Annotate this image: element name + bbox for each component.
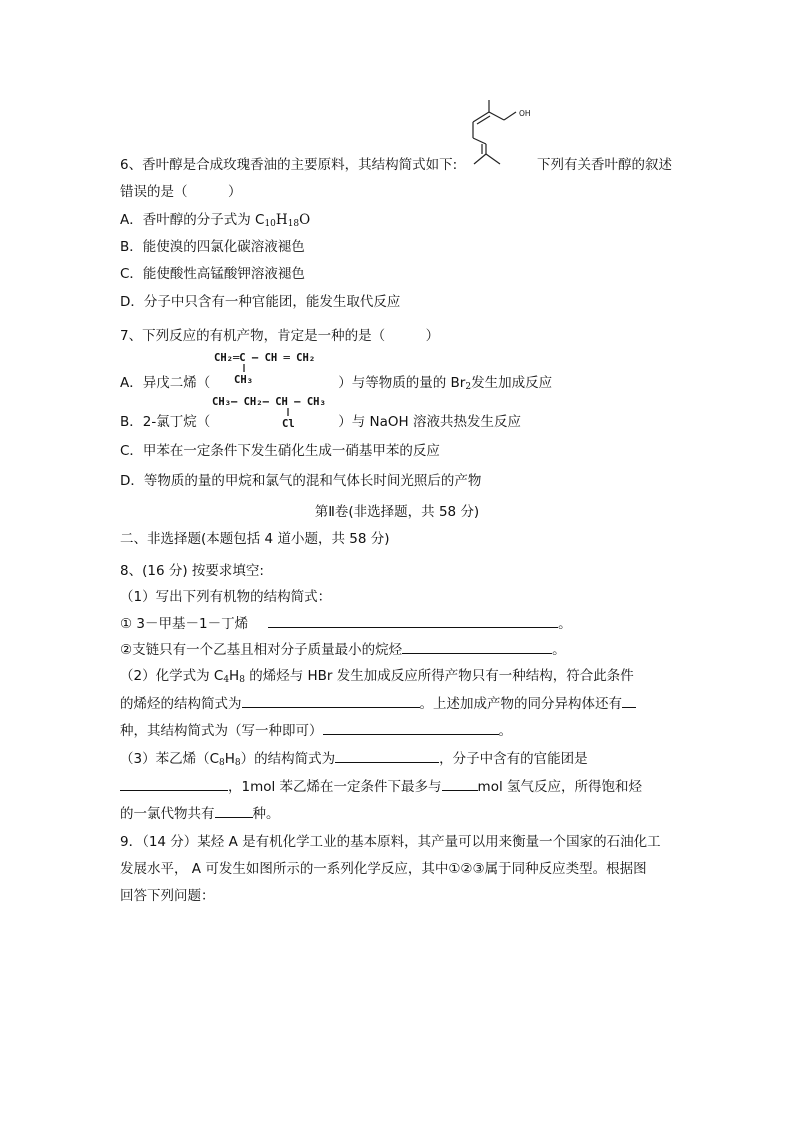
q8-part2-line3: 种，其结构简式为（写一种即可） 。 — [120, 720, 512, 741]
q8-part3-line1: （3）苯乙烯$(C_8H_8)$的结构简式为 ，分子中含有的官能团是 — [120, 748, 588, 769]
chlorobutane-top: CH₃— CH₂— CH — CH₃ — [212, 396, 326, 408]
chlorobutane-bottom: Cl — [282, 418, 295, 430]
q7-option-d: D．等物质的量的甲烷和氯气的混和气体长时间光照后的产物 — [120, 473, 482, 489]
q8-part1a: ① 3－甲基－1－丁烯 。 — [120, 613, 572, 634]
geraniol-structure — [462, 92, 542, 172]
q6-stem: 6、香叶醇是合成玫瑰香油的主要原料，其结构简式如下: — [120, 157, 458, 173]
section-subtitle: 二、非选择题(本题包括 4 道小题，共 58 分) — [120, 531, 390, 547]
q6-option-b: B．能使溴的四氯化碳溶液褪色 — [120, 239, 305, 255]
answer-blank[interactable] — [335, 748, 439, 763]
q8-part1: （1）写出下列有机物的结构简式： — [120, 589, 332, 605]
q8-part2-line1: （2）化学式为 $C_4H_8$ 的烯烃与 HBr 发生加成反应所得产物只有一种结构，符合此条件 — [120, 668, 634, 685]
section-title: 第Ⅱ卷(非选择题，共 58 分) — [314, 504, 480, 520]
q7-stem: 7、下列反应的有机产物，肯定是一种的是（ ） — [120, 328, 440, 344]
oh-label: OH — [519, 109, 531, 118]
q6-option-a: A．香叶醇的分子式为 $C_{10}H_{18}O$ — [120, 212, 311, 229]
answer-blank[interactable] — [120, 776, 228, 791]
q7-option-c: C．甲苯在一定条件下发生硝化生成一硝基甲苯的反应 — [120, 443, 440, 459]
q6-stem-line2: 错误的是（ ） — [120, 184, 242, 200]
q8-stem: 8、(16 分) 按要求填空: — [120, 563, 264, 579]
answer-blank[interactable] — [323, 720, 499, 735]
q8-part1b: ②支链只有一个乙基且相对分子质量最小的烷烃 。 — [120, 639, 566, 660]
answer-blank[interactable] — [215, 803, 253, 818]
answer-blank[interactable] — [622, 693, 636, 708]
q8-part3-line2: ，1mol 苯乙烯在一定条件下最多与 mol 氢气反应，所得饱和烃 — [120, 776, 642, 797]
answer-blank[interactable] — [402, 639, 552, 654]
q9-line2: 发展水平， A 可发生如图所示的一系列化学反应，其中①②③属于同种反应类型。根据图 — [120, 861, 647, 877]
answer-blank[interactable] — [442, 776, 478, 791]
q8-part3-line3: 的一氯代物共有 种。 — [120, 803, 280, 824]
q9-line1: 9．（14 分）某烃 A 是有机化学工业的基本原料，其产量可以用来衡量一个国家的石油化工 — [120, 834, 661, 850]
isoprene-top: CH₂═C — CH ═ CH₂ — [214, 352, 316, 364]
q9-line3: 回答下列问题： — [120, 888, 215, 904]
q7-option-a: A．异戊二烯（ ）与等物质的量的 $Br_2$发生加成反应 — [120, 375, 553, 392]
q6-stem-line1 — [120, 155, 457, 175]
q6-stem-continued: 下列有关香叶醇的叙述 — [537, 157, 672, 173]
q8-part2-line2: 的烯烃的结构简式为 。上述加成产物的同分异构体还有 — [120, 693, 636, 714]
q7-option-b: B．2-氯丁烷（ ）与 NaOH 溶液共热发生反应 — [120, 414, 521, 430]
answer-blank[interactable] — [242, 693, 420, 708]
q6-option-d: D．分子中只含有一种官能团，能发生取代反应 — [120, 294, 401, 310]
answer-blank[interactable] — [268, 613, 558, 628]
isoprene-bottom: CH₃ — [234, 374, 253, 386]
q6-option-c: C．能使酸性高锰酸钾溶液褪色 — [120, 266, 305, 282]
